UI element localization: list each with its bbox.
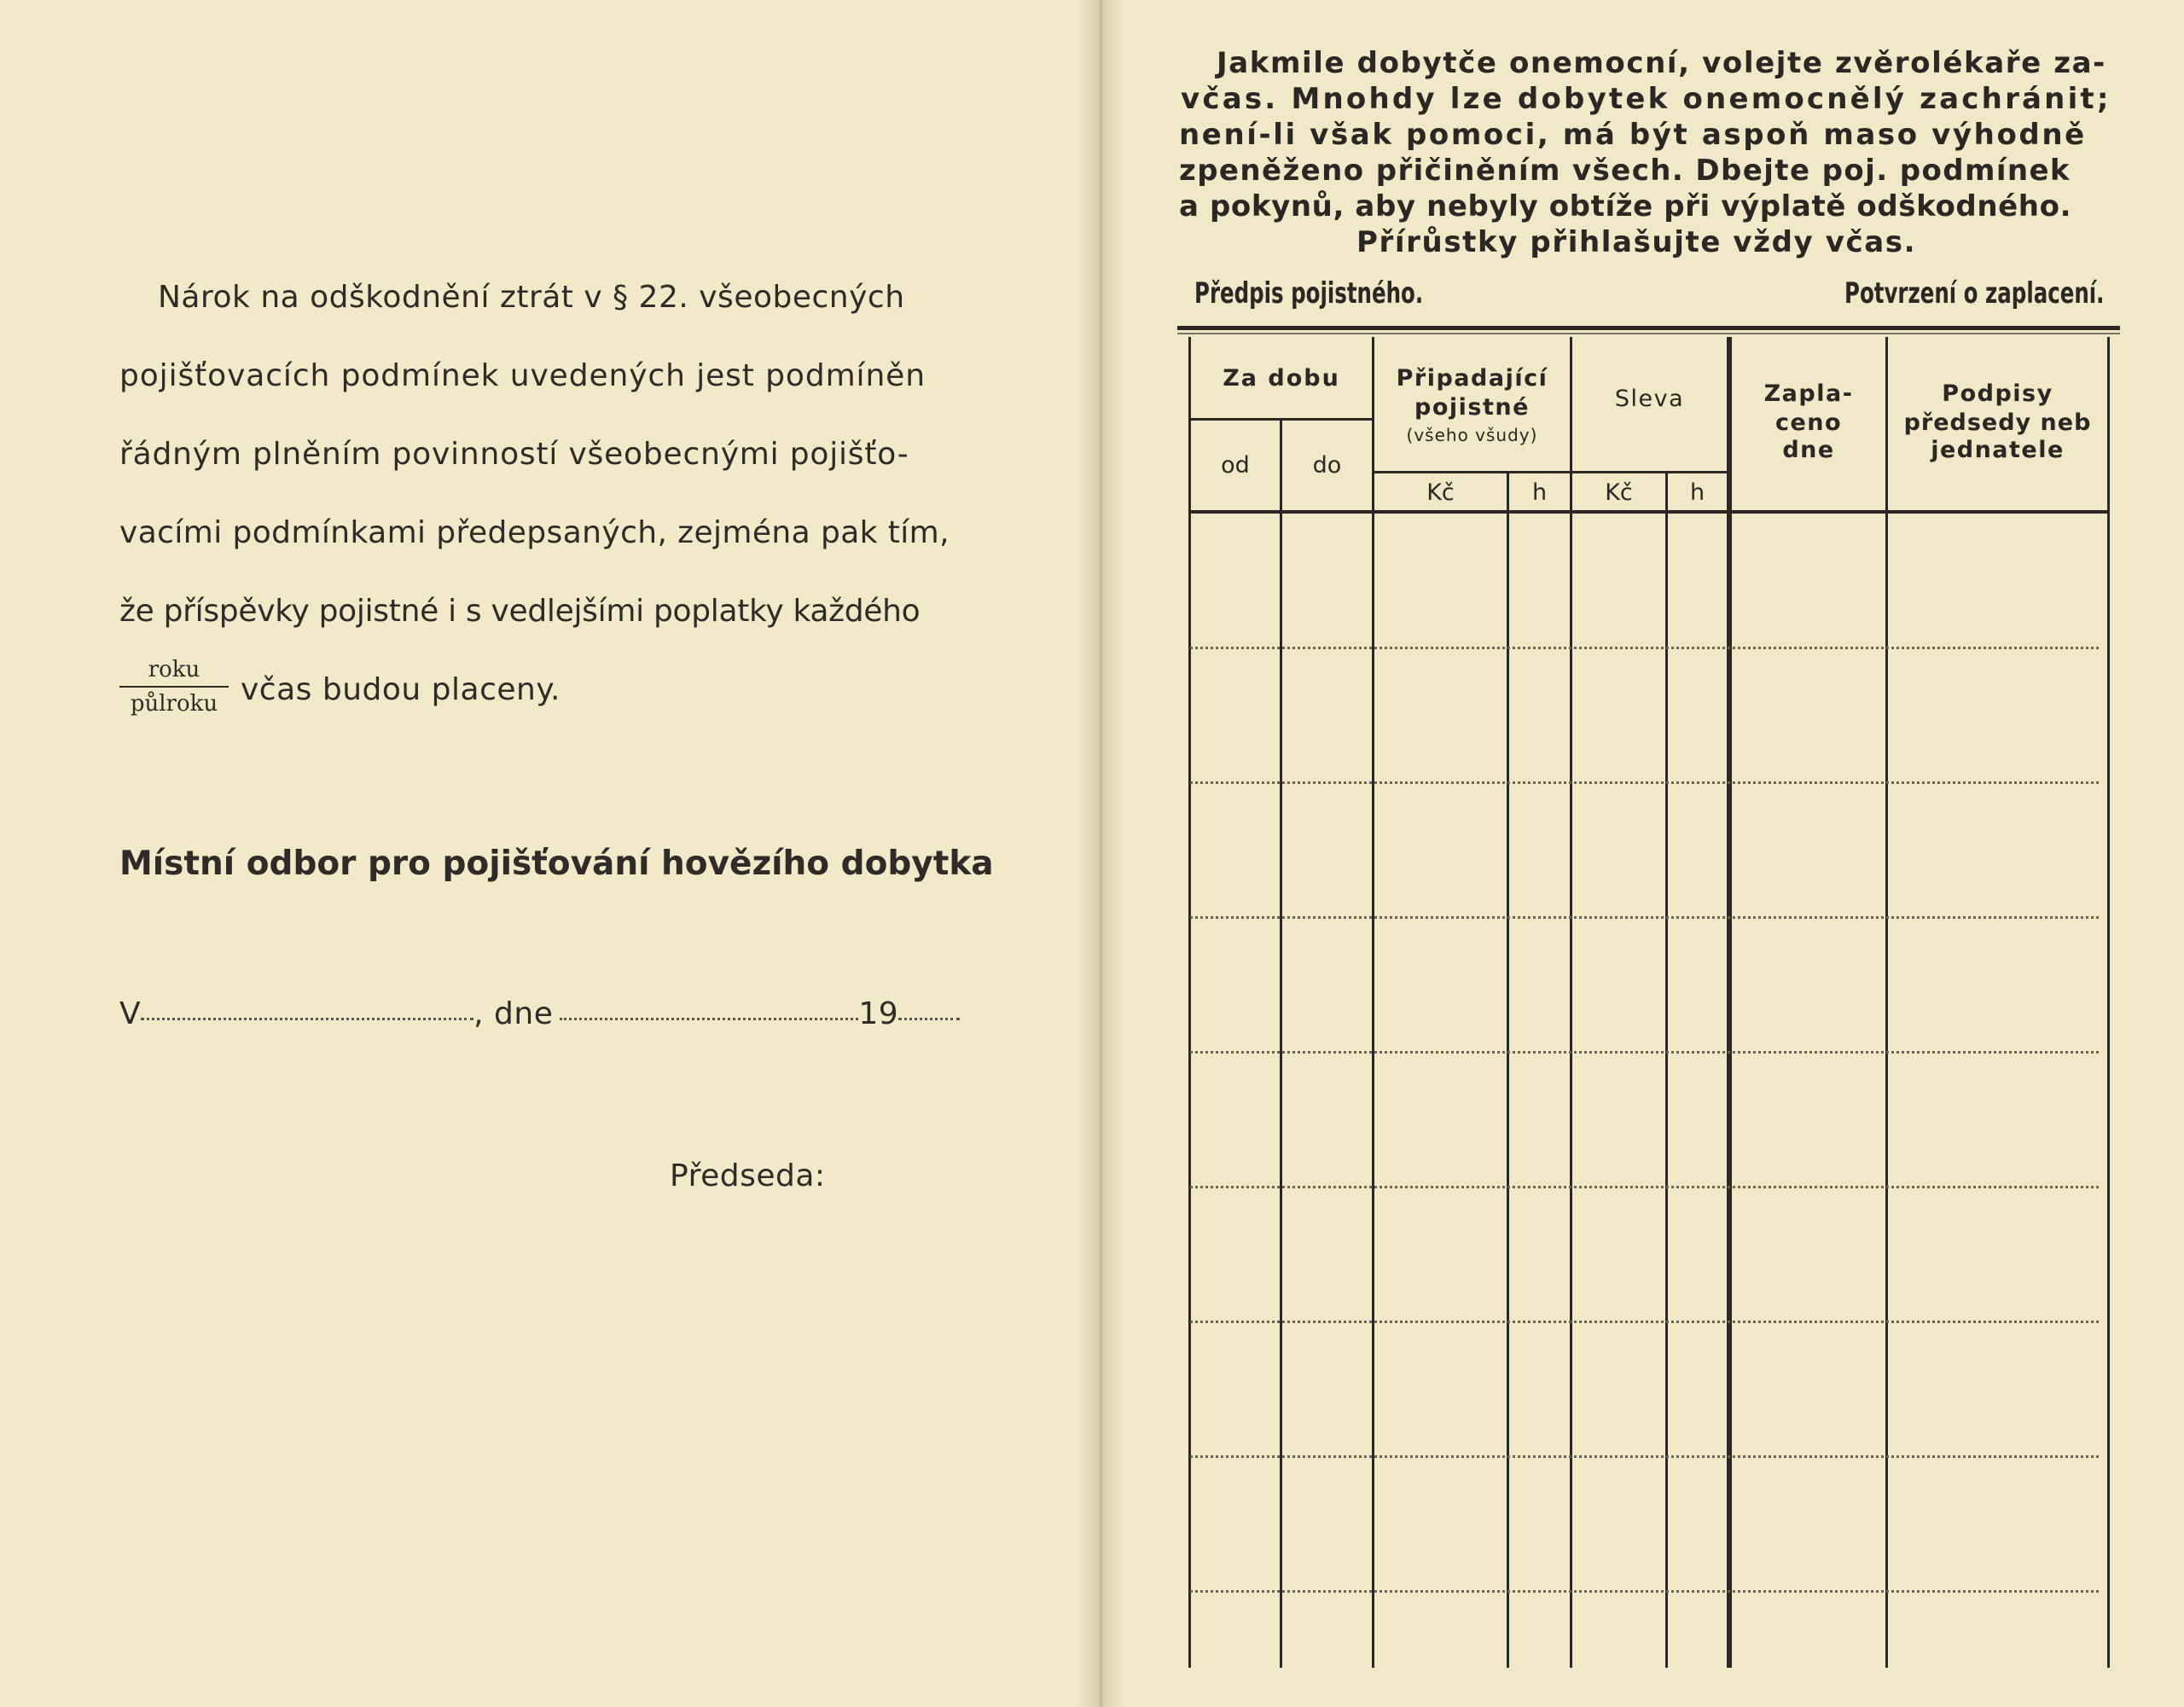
col-podpisy-1: Podpisy (1942, 380, 2053, 407)
col-do: do (1312, 452, 1342, 479)
col-kc-1: Kč (1426, 479, 1455, 506)
paragraph-line-4: vacími podmínkami předepsaných, zejména pak tím, (119, 515, 950, 550)
col-line-divider-thick (1727, 337, 1732, 1668)
year-prefix: 19 (858, 996, 899, 1031)
table-row-line (1190, 1455, 2099, 1458)
book-gutter (1077, 0, 1124, 1707)
place-blank (141, 1018, 473, 1020)
col-zaplaceno-1: Zapla- (1763, 380, 1854, 407)
col-podpisy-2: předsedy neb (1903, 409, 2092, 436)
place-date-line (119, 996, 960, 1031)
chairman-label: Předseda: (670, 1158, 826, 1193)
notice-line-1: Jakmile dobytče onemocní, volejte zvěrolékaře za- (1217, 46, 2106, 80)
col-pripadajici-2: pojistné (1414, 394, 1530, 421)
col-h-1: h (1531, 479, 1548, 506)
table-top-rule (1177, 326, 2120, 330)
paragraph-line-3: řádným plněním povinností všeobecnými pojišťo- (119, 437, 909, 472)
table-row-line (1190, 1051, 2099, 1054)
table-row-line (1190, 781, 2099, 784)
table-row-line (1190, 916, 2099, 919)
notice-line-4: zpeněženo přičiněním všech. Dbejte poj. podmínek (1179, 154, 2071, 188)
notice-line-6: Přírůstky přihlašujte vždy včas. (1356, 225, 1917, 259)
table-row-line (1190, 1321, 2099, 1323)
col-line-od-do (1280, 420, 1282, 1668)
premium-heading: Předpis pojistného. (1194, 276, 1424, 311)
notice-line-5: a pokynů, aby nebyly obtíže při výplatě odškodného. (1179, 189, 2072, 224)
notice-line-3: není-li však pomoci, má být aspoň maso výhodně (1179, 118, 2087, 152)
paragraph-line-6: včas budou placeny. (241, 672, 561, 707)
table-row-line (1190, 1186, 2099, 1188)
paragraph-line-1: Nárok na odškodnění ztrát v § 22. všeobecných (158, 280, 905, 315)
table-top-rule-thin (1177, 333, 2120, 334)
date-word: , dne (473, 996, 554, 1031)
fraction-roku-pulroku (119, 657, 229, 717)
year-blank (898, 1018, 960, 1020)
office-title: Místní odbor pro pojišťování hovězího dobytka (119, 845, 994, 883)
col-line-zaplaceno-right (1885, 337, 1888, 1668)
col-h-2: h (1689, 479, 1705, 506)
paragraph-line-5: že příspěvky pojistné i s vedlejšími poplatky každého (119, 594, 921, 629)
table-row-line (1190, 1590, 2099, 1593)
col-pripadajici-3: (všeho všudy) (1406, 425, 1538, 445)
col-pripadajici-1: Připadající (1396, 365, 1548, 392)
paragraph-line-2: pojišťovacích podmínek uvedených jest podmíněn (119, 358, 926, 393)
col-zaplaceno-2: ceno (1774, 409, 1843, 436)
header-bottom-rule (1188, 510, 2110, 514)
sleva-underline (1372, 471, 1730, 473)
table-row-line (1190, 647, 2099, 649)
col-zaplaceno-3: dne (1782, 437, 1835, 463)
fraction-denominator: půlroku (130, 691, 218, 717)
payment-heading: Potvrzení o zaplacení. (1844, 276, 2105, 311)
col-line-pripadajici-right (1570, 337, 1572, 1668)
col-kc-2: Kč (1605, 479, 1633, 506)
fraction-numerator: roku (119, 657, 229, 688)
col-podpisy-3: jednatele (1931, 437, 2065, 463)
za-dobu-underline (1188, 418, 1374, 421)
notice-line-2: včas. Mnohdy lze dobytek onemocnělý zachránit; (1181, 82, 2111, 116)
col-sleva: Sleva (1614, 386, 1685, 412)
col-line-kc-h-2 (1665, 473, 1668, 1668)
col-line-kc-h-1 (1507, 473, 1509, 1668)
col-line-left (1188, 337, 1191, 1668)
col-od: od (1221, 452, 1250, 479)
col-line-za-dobu-right (1372, 337, 1374, 1668)
col-za-dobu: Za dobu (1223, 365, 1340, 392)
date-blank (560, 1018, 858, 1020)
place-prefix: V (119, 996, 142, 1031)
col-line-right (2107, 337, 2110, 1668)
